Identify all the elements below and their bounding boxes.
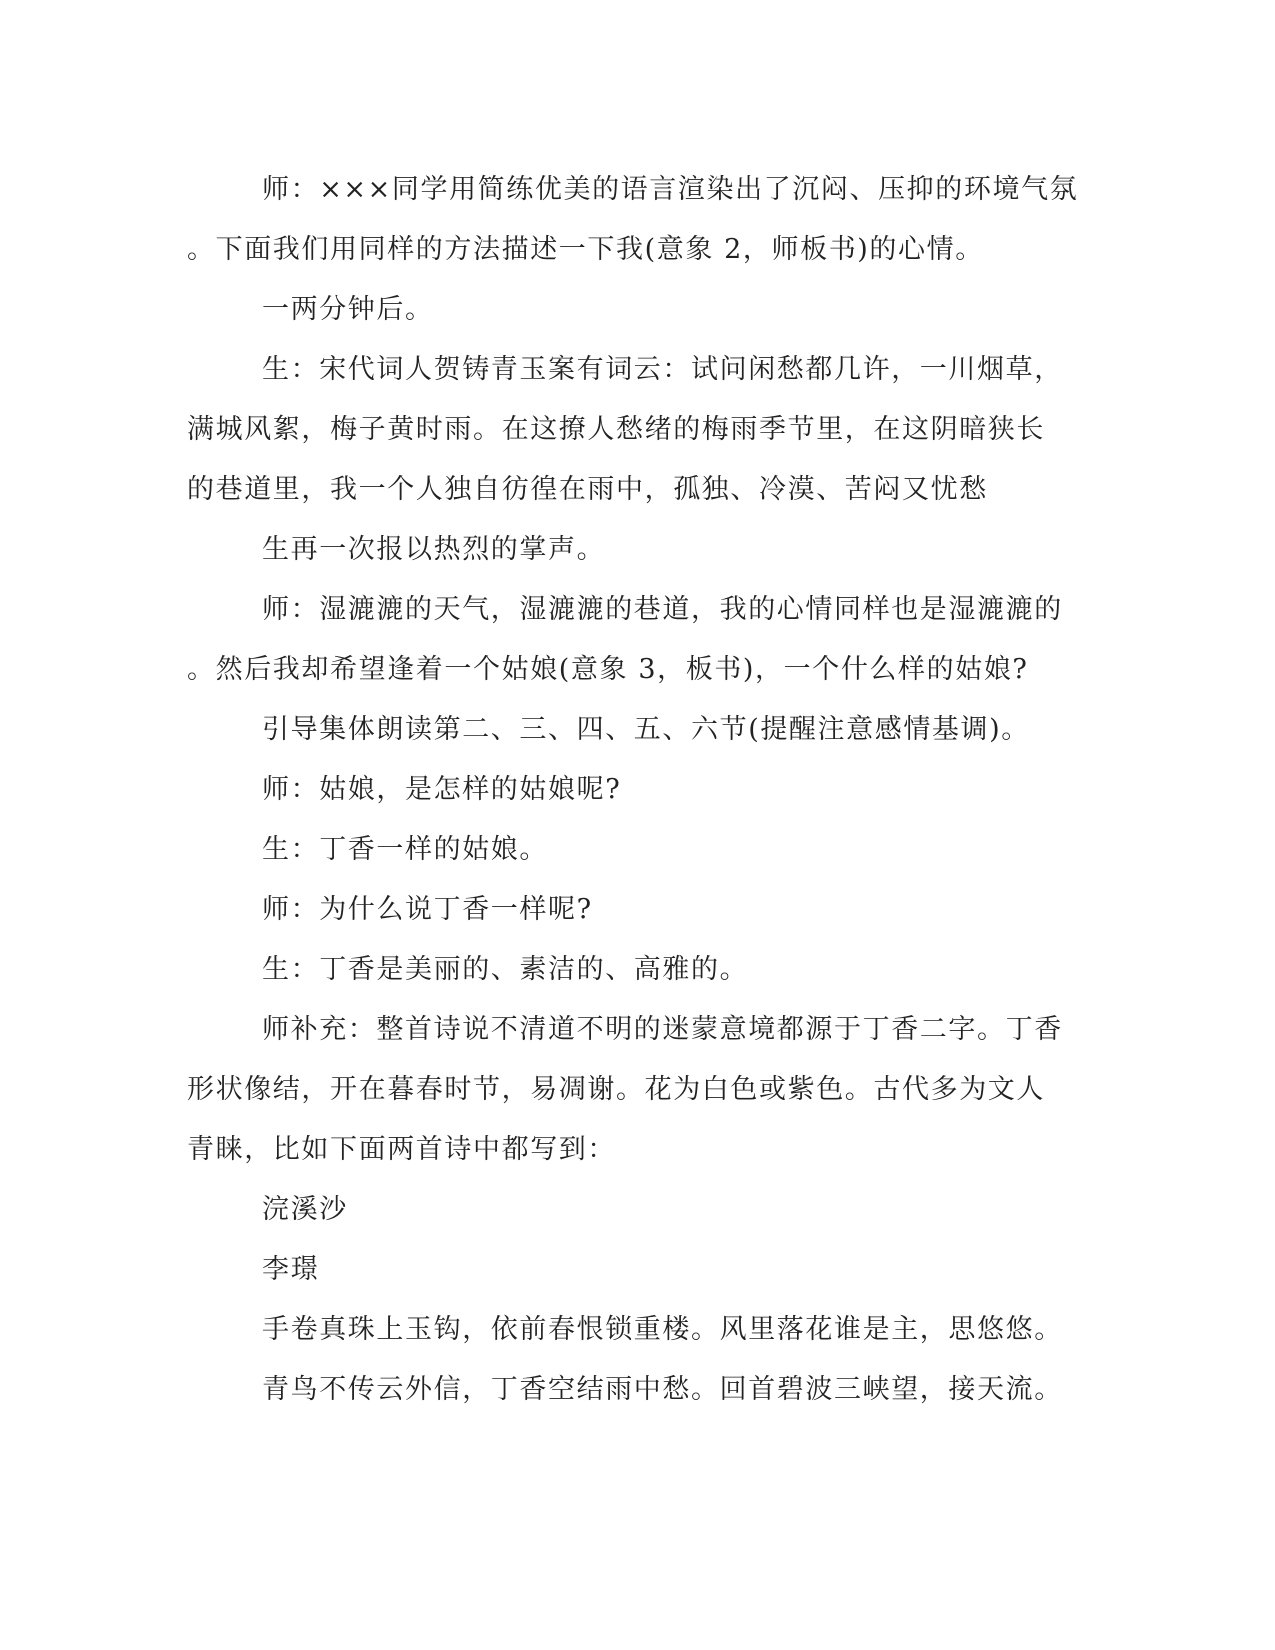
paragraph-line: 。下面我们用同样的方法描述一下我(意象 2，师板书)的心情。	[187, 234, 984, 265]
paragraph-line: 师：×××同学用简练优美的语言渲染出了沉闷、压抑的环境气氛	[262, 174, 1079, 205]
paragraph-line: 生：丁香是美丽的、素洁的、高雅的。	[262, 954, 749, 985]
paragraph-line: 一两分钟后。	[262, 294, 434, 325]
poem-title: 浣溪沙	[262, 1194, 348, 1225]
paragraph-line: 。然后我却希望逢着一个姑娘(意象 3，板书)，一个什么样的姑娘?	[187, 654, 1029, 685]
paragraph-line: 形状像结，开在暮春时节，易凋谢。花为白色或紫色。古代多为文人	[187, 1074, 1045, 1105]
paragraph-line: 师补充：整首诗说不清道不明的迷蒙意境都源于丁香二字。丁香	[262, 1014, 1063, 1045]
poem-line: 手卷真珠上玉钩，依前春恨锁重楼。风里落花谁是主，思悠悠。	[262, 1314, 1063, 1345]
document-body	[187, 160, 1079, 1420]
paragraph-line: 师：为什么说丁香一样呢?	[262, 894, 593, 925]
paragraph-line: 生：宋代词人贺铸青玉案有词云：试问闲愁都几许，一川烟草，	[262, 354, 1063, 385]
paragraph-line: 的巷道里，我一个人独自彷徨在雨中，孤独、冷漠、苦闷又忧愁	[187, 474, 988, 505]
paragraph-line: 师：湿漉漉的天气，湿漉漉的巷道，我的心情同样也是湿漉漉的	[262, 594, 1063, 625]
paragraph-line: 生再一次报以热烈的掌声。	[262, 534, 606, 565]
paragraph-line: 满城风絮，梅子黄时雨。在这撩人愁绪的梅雨季节里，在这阴暗狭长	[187, 414, 1045, 445]
paragraph-line: 青睐，比如下面两首诗中都写到：	[187, 1134, 616, 1165]
poem-author: 李璟	[262, 1254, 320, 1285]
paragraph-line: 生：丁香一样的姑娘。	[262, 834, 548, 865]
paragraph-line: 引导集体朗读第二、三、四、五、六节(提醒注意感情基调)。	[262, 714, 1030, 745]
paragraph-line: 师：姑娘，是怎样的姑娘呢?	[262, 774, 622, 805]
poem-line: 青鸟不传云外信，丁香空结雨中愁。回首碧波三峡望，接天流。	[262, 1374, 1063, 1405]
